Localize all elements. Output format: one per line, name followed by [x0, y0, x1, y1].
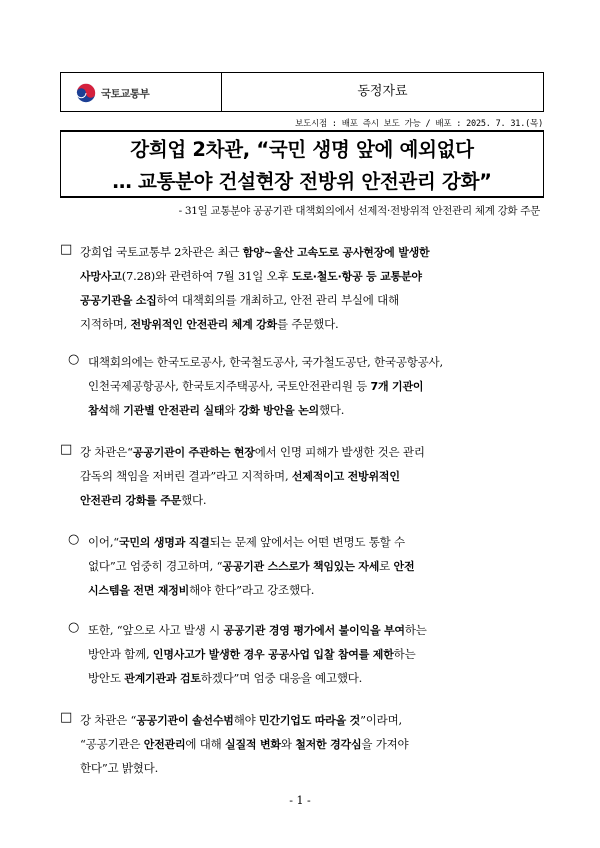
header-box — [60, 72, 544, 112]
subtitle: - 31일 교통분야 공공기관 대책회의에서 선제적·전방위적 안전관리 체계 강화 주문 — [178, 205, 540, 217]
square-bullet-icon: □ — [60, 442, 73, 457]
paragraph-2: 대책회의에는 한국도로공사, 한국철도공사, 국가철도공단, 한국공항공사, 인천국제공항공사, 한국토지주택공사, 국토안전관리원 등 7개 기관이 참석해 기관별 안전관리 실태와 강화 방안을 논의했다. — [88, 355, 443, 417]
paragraph-1: 강희업 국토교통부 2차관은 최근 함양~울산 고속도로 공사현장에 발생한 사망사고(7.28)와 관련하여 7월 31일 오후 도로·철도·항공 등 교통분야 공공기관을 소집하여 대책회의를 개최하고, 안전 관리 부실에 대해 지적하며, 전방위적인 안전관리 체계 강화를 주문했다. — [80, 245, 430, 331]
title-line-2: … 교통분야 건설현장 전방위 안전관리 강화” — [112, 170, 492, 193]
logo-text: 국토교통부 — [101, 87, 150, 100]
square-bullet-icon: □ — [60, 242, 73, 257]
page-number: - 1 - — [289, 794, 311, 807]
title-line-1: 강희업 2차관, “국민 생명 앞에 예외없다 — [130, 138, 474, 161]
ministry-logo — [75, 81, 149, 105]
taegeuk-logo-icon — [75, 82, 97, 104]
title-box — [60, 130, 544, 198]
paragraph-4: 이어,“국민의 생명과 직결되는 문제 앞에서는 어떤 변명도 통할 수 없다”고 엄중히 경고하며, “공공기관 스스로가 책임있는 자세로 안전 시스템을 전면 재정비해야 한다”라고 강조했다. — [88, 535, 415, 597]
circle-bullet-icon: ○ — [68, 620, 80, 635]
paragraph-5: 또한, “앞으로 사고 발생 시 공공기관 경영 평가에서 불이익을 부여하는 방안과 함께, 인명사고가 발생한 경우 공공사업 입찰 참여를 제한하는 방안도 관계기관과 검토하겠다”며 엄중 대응을 예고했다. — [88, 623, 427, 685]
paragraph-3: 강 차관은“공공기관이 주관하는 현장에서 인명 피해가 발생한 것은 관리 감독의 책임을 저버린 결과”라고 지적하며, 선제적이고 전방위적인 안전관리 강화를 주문했다. — [80, 445, 425, 507]
square-bullet-icon: □ — [60, 710, 73, 725]
doc-type: 동정자료 — [357, 84, 408, 99]
paragraph-6: 강 차관은 “공공기관이 솔선수범해야 민간기업도 따라올 것”이라며, “공공기관은 안전관리에 대해 실질적 변화와 철저한 경각심을 가져야 한다”고 밝혔다. — [80, 713, 409, 775]
circle-bullet-icon: ○ — [68, 532, 80, 547]
circle-bullet-icon: ○ — [68, 352, 80, 367]
release-info: 보도시점 : 배포 즉시 보도 가능 / 배포 : 2025. 7. 31.(목) — [294, 119, 543, 129]
